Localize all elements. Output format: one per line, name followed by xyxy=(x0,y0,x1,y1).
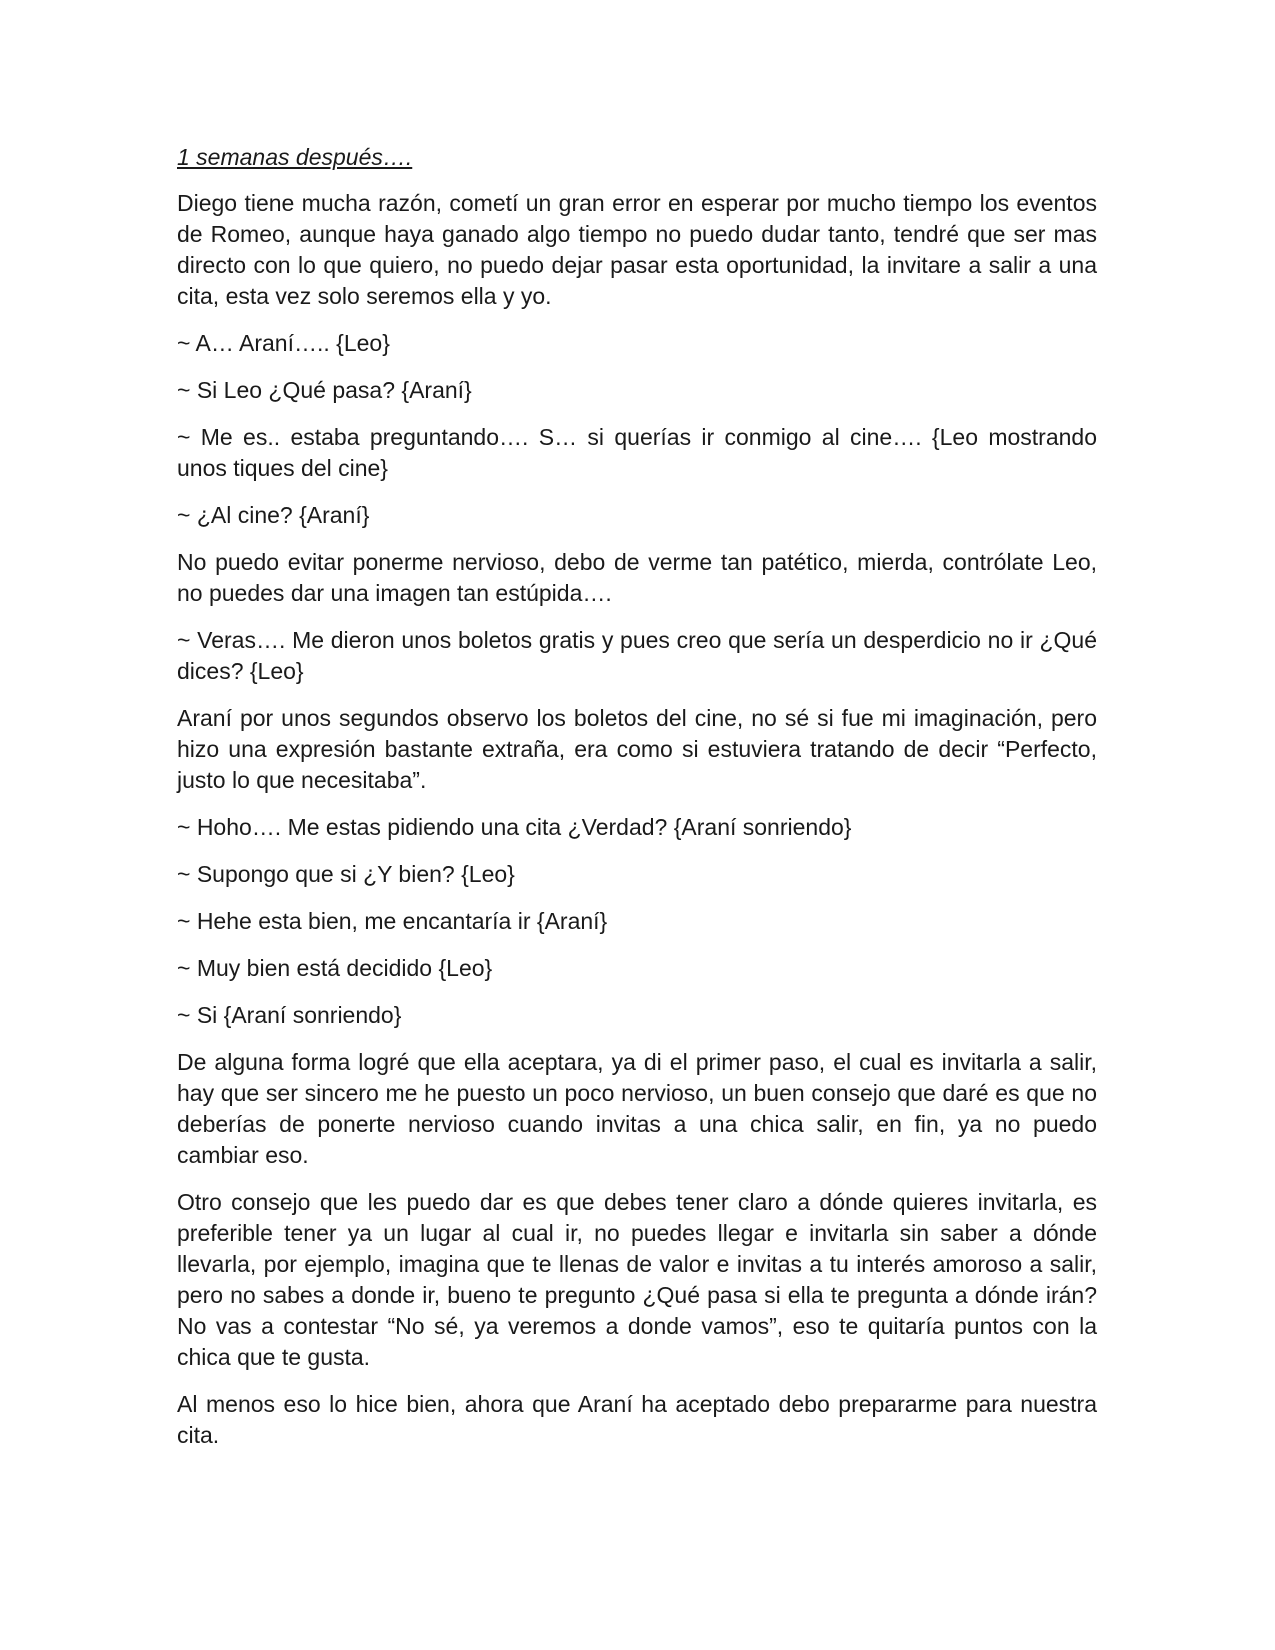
dialogue-line-1: ~ A… Araní….. {Leo} xyxy=(177,330,390,356)
dialogue-line-6: ~ Hoho…. Me estas pidiendo una cita ¿Verdad? {Araní sonriendo} xyxy=(177,814,852,840)
paragraph-1: Diego tiene mucha razón, cometí un gran error en esperar por mucho tiempo los eventos de Romeo, aunque haya ganado algo tiempo no puedo dudar tanto, tendré que ser mas directo con lo que quiero, no puedo dejar pasar esta oportunidad, la invitare a salir a una cita, esta vez solo seremos ella y yo. xyxy=(177,190,1097,309)
dialogue-line-5: ~ Veras…. Me dieron unos boletos gratis y pues creo que sería un desperdicio no ir ¿Qué dices? {Leo} xyxy=(177,627,1097,684)
paragraph-3: Araní por unos segundos observo los boletos del cine, no sé si fue mi imaginación, pero hizo una expresión bastante extraña, era como si estuviera tratando de decir “Perfecto, justo lo que necesitaba”. xyxy=(177,705,1097,793)
dialogue-line-2: ~ Si Leo ¿Qué pasa? {Araní} xyxy=(177,377,472,403)
paragraph-6: Al menos eso lo hice bien, ahora que Araní ha aceptado debo prepararme para nuestra cita. xyxy=(177,1391,1097,1448)
section-heading: 1 semanas después…. xyxy=(177,144,413,170)
paragraph-4: De alguna forma logré que ella aceptara, ya di el primer paso, el cual es invitarla a salir, hay que ser sincero me he puesto un poco nervioso, un buen consejo que daré es que no deberías de ponerte nervioso cuando invitas a una chica salir, en fin, ya no puedo cambiar eso. xyxy=(177,1049,1097,1168)
dialogue-line-10: ~ Si {Araní sonriendo} xyxy=(177,1002,402,1028)
dialogue-line-8: ~ Hehe esta bien, me encantaría ir {Araní} xyxy=(177,908,608,934)
dialogue-line-7: ~ Supongo que si ¿Y bien? {Leo} xyxy=(177,861,515,887)
paragraph-5: Otro consejo que les puedo dar es que debes tener claro a dónde quieres invitarla, es preferible tener ya un lugar al cual ir, no puedes llegar e invitarla sin saber a dónde llevarla, por ejemplo, imagina que te llenas de valor e invitas a tu interés amoroso a salir, pero no sabes a donde ir, bueno te pregunto ¿Qué pasa si ella te pregunta a dónde irán? No vas a contestar “No sé, ya veremos a donde vamos”, eso te quitaría puntos con la chica que te gusta. xyxy=(177,1189,1097,1370)
document-page xyxy=(177,142,1097,1467)
dialogue-line-4: ~ ¿Al cine? {Araní} xyxy=(177,502,370,528)
dialogue-line-9: ~ Muy bien está decidido {Leo} xyxy=(177,955,493,981)
dialogue-line-3: ~ Me es.. estaba preguntando…. S… si querías ir conmigo al cine…. {Leo mostrando unos tiques del cine} xyxy=(177,424,1097,481)
paragraph-2: No puedo evitar ponerme nervioso, debo de verme tan patético, mierda, contrólate Leo, no puedes dar una imagen tan estúpida…. xyxy=(177,549,1097,606)
